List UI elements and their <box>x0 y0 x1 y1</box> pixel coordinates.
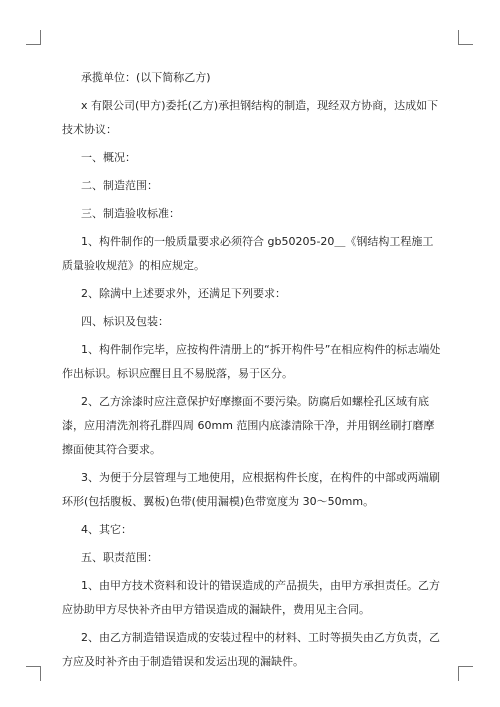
crop-mark-top-left <box>26 30 41 45</box>
paragraph-marking-2: 2、乙方涂漆时应注意保护好摩擦面不要污染。防腐后如螺栓孔区域有底漆，应用清洗剂将孔群四周 60mm 范围内底漆清除干净，并用钢丝刷打磨摩擦面使其符合要求。 <box>62 395 435 456</box>
crop-mark-top-right <box>458 30 473 45</box>
heading-scope: 二、制造范围： <box>81 179 158 192</box>
paragraph-contractor: 承揽单位：(以下简称乙方) <box>81 71 211 84</box>
heading-marking-packaging: 四、标识及包装： <box>81 315 169 328</box>
paragraph-marking-1: 1、构件制作完毕，应按构件清册上的“拆开构件号”在相应构件的标志端处作出标识。标识应醒目且不易脱落，易于区分。 <box>62 343 441 380</box>
paragraph-responsibility-2: 2、由乙方制造错误造成的安装过程中的材料、工时等损失由乙方负责，乙方应及时补齐由于制造错误和发运出现的漏缺件。 <box>62 631 440 668</box>
paragraph-standard-2: 2、除满中上述要求外，还满足下列要求： <box>81 287 286 300</box>
crop-mark-bottom-right <box>458 666 473 681</box>
paragraph-standard-1: 1、构件制作的一般质量要求必须符合 gb50205-20＿《钢结构工程施工质量验收规范》的相应规定。 <box>62 235 434 272</box>
crop-mark-bottom-left <box>26 666 41 681</box>
heading-standards: 三、制造验收标准： <box>81 207 180 220</box>
paragraph-intro: x 有限公司(甲方)委托(乙方)承担钢结构的制造，现经双方协商，达成如下技术协议： <box>62 99 439 136</box>
paragraph-responsibility-1: 1、由甲方技术资料和设计的错误造成的产品损失，由甲方承担责任。乙方应协助甲方尽快补齐由甲方错误造成的漏缺件，费用见主合同。 <box>62 579 440 616</box>
paragraph-marking-3: 3、为便于分层管理与工地使用，应根据构件长度，在构件的中部或两端刷环形(包括腹板、翼板)色带(使用漏模)色带宽度为 30～50mm。 <box>62 471 440 508</box>
heading-responsibilities: 五、职责范围： <box>81 551 158 564</box>
heading-overview: 一、概况： <box>81 151 136 164</box>
document-body <box>62 66 442 677</box>
paragraph-marking-4: 4、其它： <box>81 523 132 536</box>
